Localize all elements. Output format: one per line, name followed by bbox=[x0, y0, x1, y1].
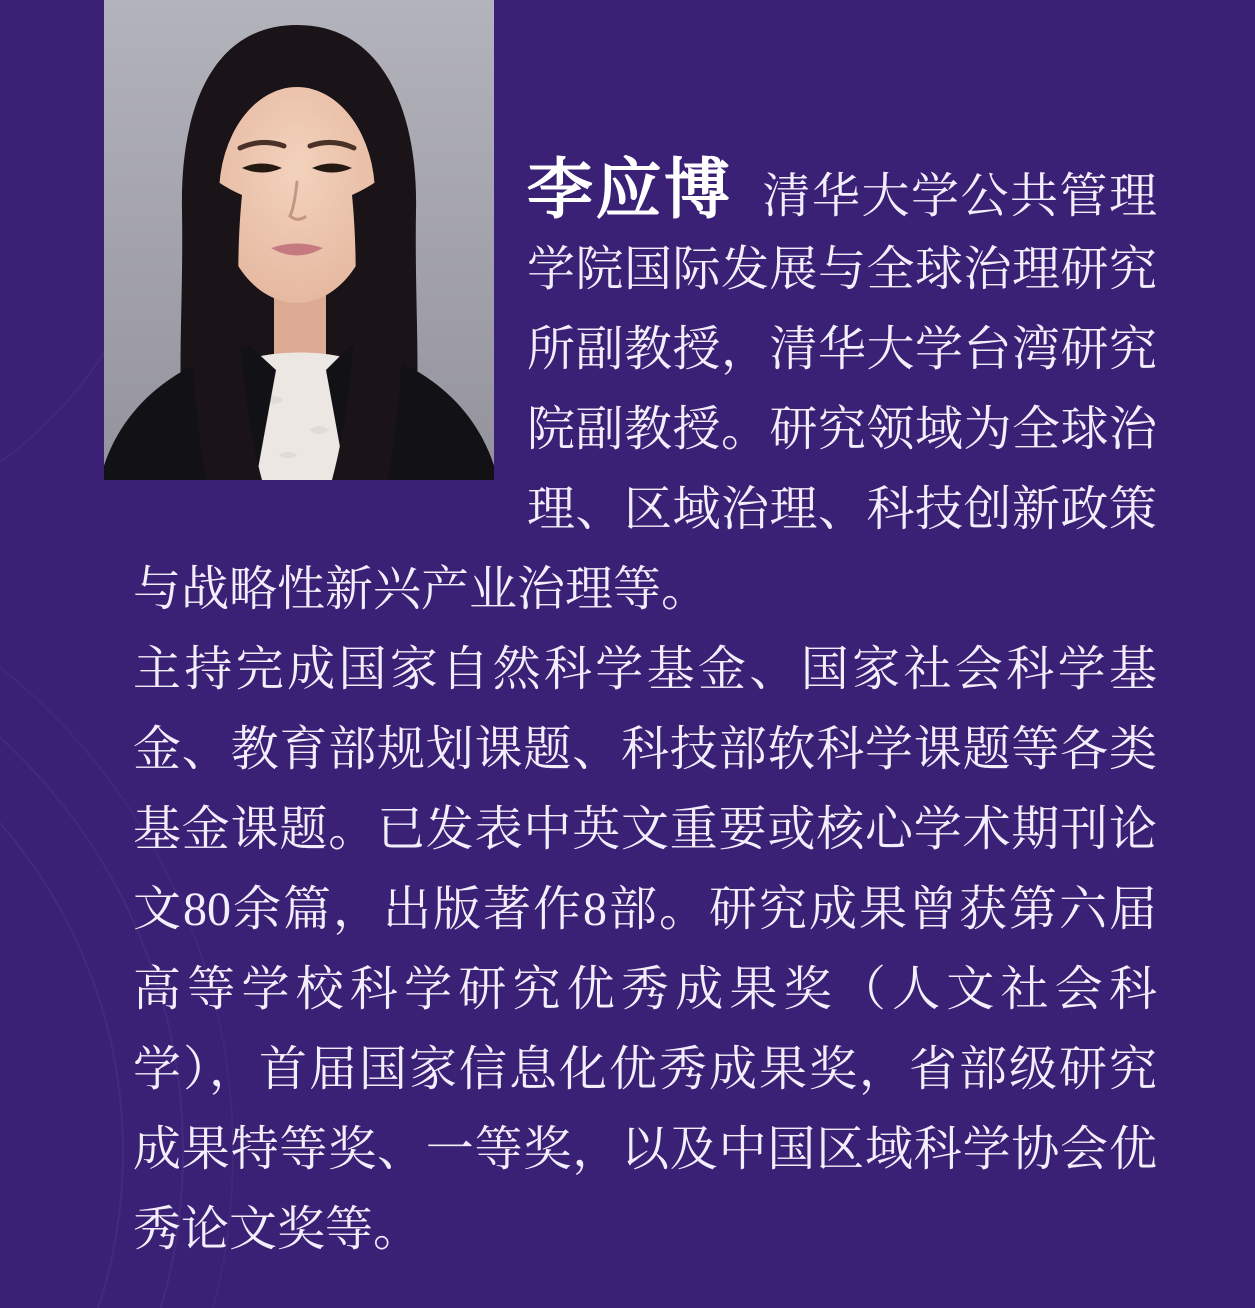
bio-beside-photo bbox=[527, 150, 1157, 550]
person-name: 李应博 bbox=[527, 151, 733, 228]
bio-line: 与战略性新兴产业治理等。 bbox=[133, 563, 710, 616]
bio-line: 基金课题。已发表中英文重要或核心学术期刊论 bbox=[133, 803, 1157, 856]
bio-line: 学），首届国家信息化优秀成果奖，省部级研究 bbox=[133, 1043, 1157, 1096]
bio-line: 秀论文奖等。 bbox=[133, 1203, 422, 1256]
bio-line: 金、教育部规划课题、科技部软科学课题等各类 bbox=[133, 723, 1157, 776]
background-arc bbox=[0, 650, 124, 1308]
bio-line: 所副教授，清华大学台湾研究 bbox=[527, 323, 1157, 376]
bio-line-text: 清华大学公共管理 bbox=[762, 170, 1157, 223]
bio-line: 理、区域治理、科技创新政策 bbox=[527, 483, 1157, 536]
bio-line: 文80余篇，出版著作8部。研究成果曾获第六届 bbox=[133, 883, 1157, 936]
bio-line bbox=[527, 150, 1157, 230]
bio-line: 主持完成国家自然科学基金、国家社会科学基 bbox=[133, 643, 1157, 696]
bio-line: 成果特等奖、一等奖，以及中国区域科学协会优 bbox=[133, 1123, 1157, 1176]
bio-line: 高等学校科学研究优秀成果奖（人文社会科 bbox=[133, 963, 1157, 1016]
bio-line: 学院国际发展与全球治理研究 bbox=[527, 243, 1157, 296]
bio-text bbox=[133, 150, 1157, 1270]
bio-line: 院副教授。研究领域为全球治 bbox=[527, 403, 1157, 456]
